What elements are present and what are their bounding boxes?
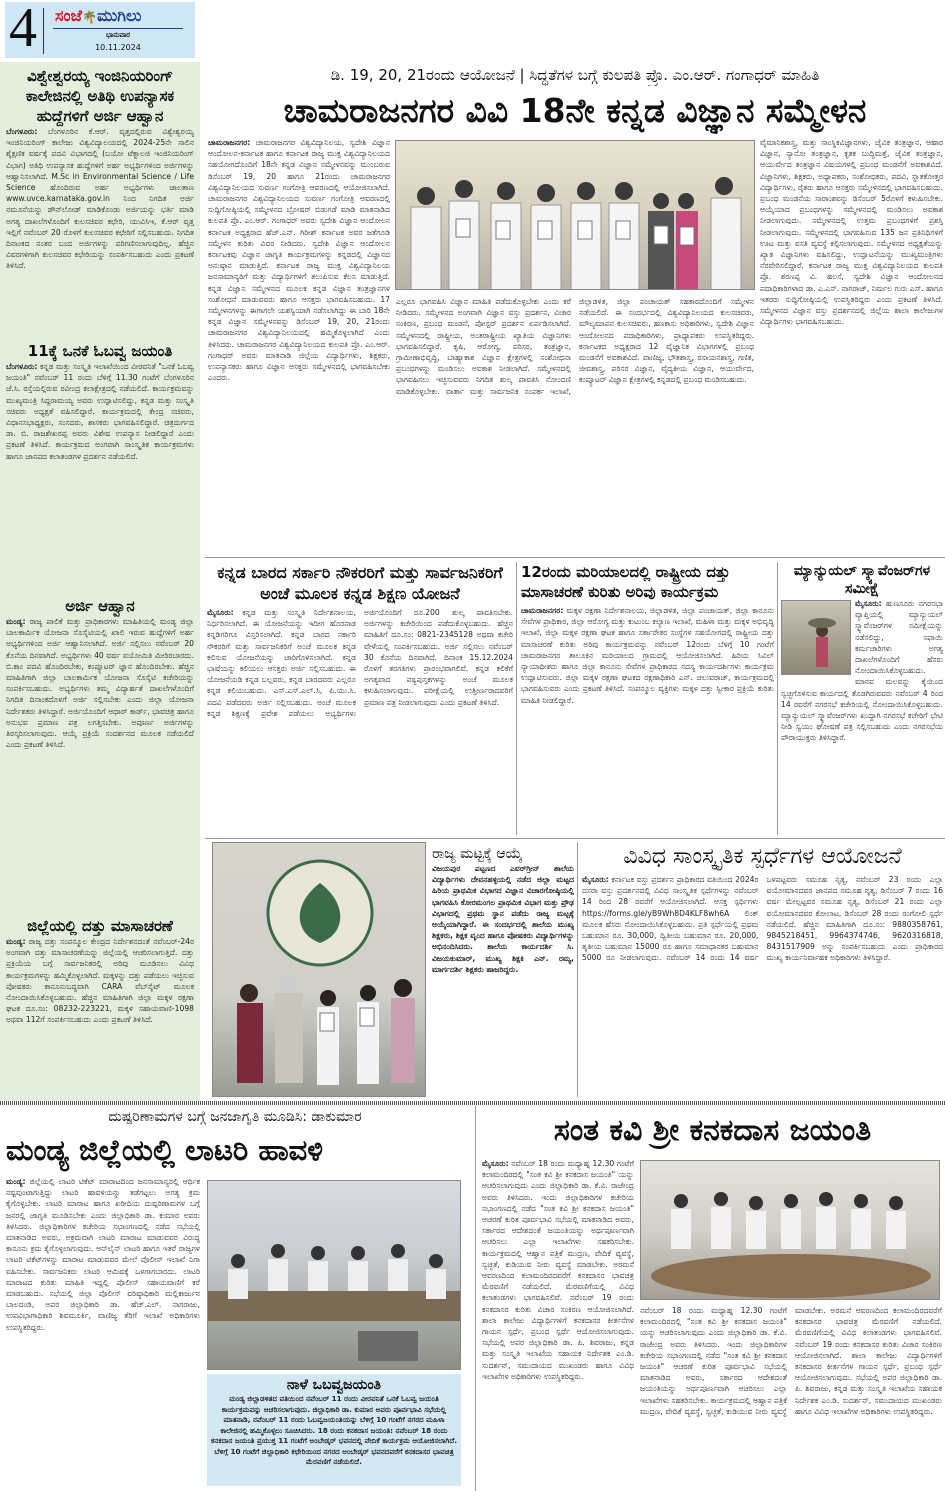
article-body: ಜಿಲ್ಲೆಯಲ್ಲಿ ಲಾಟರಿ ಟಿಕೆಟ್ ಮಾರಾಟದಿಂದ ಜನಸಾಮಾನ್ಯರಲ್ಲಿ ಆರ್ಥಿಕ ನಷ್ಟವುಂಟಾಗುತ್ತಿದ್ದು ಲಾಟರಿ ಹಾವಳಿಯನ್ನು ತಡೆಗಟ್ಟಲು ಅಗತ್ಯ ಕ್ರಮ ಕೈಗೊಳ್ಳಬೇಕು. ಲಾಟರಿ ಮಾರಾಟ ಹಾಗೂ ಖರೀದಿಯ ದುಷ್ಪರಿಣಾಮಗಳ ಬಗ್ಗೆ ಜನರಲ್ಲಿ ಜಾಗೃತಿ ಮೂಡಿಸಬೇಕು ಎಂದು ಜಿಲ್ಲಾಧಿಕಾರಿ ಡಾ. ಕುಮಾರ ಅವರು ತಿಳಿಸಿದರು. ಜಿಲ್ಲಾಧಿಕಾರಿಗಳ ಕಚೇರಿಯ ಸಭಾಂಗಣದಲ್ಲಿ ನಡೆದ ಸಭೆಯಲ್ಲಿ ಮಾತನಾಡಿದ ಅವರು, ಅಕ್ರಮವಾಗಿ ಲಾಟರಿ ಮಾರಾಟ ಮಾಡುವವರ ವಿರುದ್ಧ ಕಾನೂನು ಕ್ರಮ ಕೈಗೊಳ್ಳಲಾಗುವುದು. ಆನ್‍ಲೈನ್ ಲಾಟರಿ ಹಾಗೂ ಇತರೆ ರಾಜ್ಯಗಳ ಲಾಟರಿ ಟಿಕೆಟ್‍ಗಳನ್ನು ಮಾರಾಟ ಮಾಡುವವರ ಮೇಲೆ ಪೊಲೀಸ್ ಇಲಾಖೆ ನಿಗಾ ವಹಿಸಬೇಕು. ಸಾರ್ವಜನಿಕರು ಲಾಟರಿ ಆಮಿಷಕ್ಕೆ ಒಳಗಾಗಬಾರದು. ಲಾಟರಿ ಮಾರಾಟದ ಕುರಿತು ಮಾಹಿತಿ ಇದ್ದಲ್ಲಿ ಪೊಲೀಸ್ ಸಹಾಯವಾಣಿಗೆ ಕರೆ ಮಾಡಬಹುದು. ಸಭೆಯಲ್ಲಿ ಜಿಲ್ಲಾ ಪೊಲೀಸ್ ವರಿಷ್ಠಾಧಿಕಾರಿ ಮಲ್ಲಿಕಾರ್ಜುನ ಬಾಲದಂಡಿ, ಅಪರ ಜಿಲ್ಲಾಧಿಕಾರಿ ಡಾ. ಹೆಚ್.ಎಲ್. ನಾಗರಾಜು, ಉಪವಿಭಾಗಾಧಿಕಾರಿ ಶಿವಮೂರ್ತಿ, ವಾಣಿಜ್ಯ ತೆರಿಗೆ ಇಲಾಖೆ ಅಧಿಕಾರಿಗಳು ಉಪಸ್ಥಿತರಿದ್ದರು. [6, 1177, 200, 1332]
article-body: ರಾಜ್ಯ ದತ್ತು ಸಂಪನ್ಮೂಲ ಕೇಂದ್ರದ ನಿರ್ದೇಶನದಂತೆ ನವೆಂಬರ್-24ರ ಅಂಗವಾಗಿ ದತ್ತು ಮಾಸಾಚರಣೆಯನ್ನು ಜಿಲ್ಲೆಯಲ್ಲಿ ಆಚರಿಸಲಾಗುತ್ತಿದೆ. ದತ್ತು ಪ್ರಕ್ರಿಯೆಯ ಬಗ್ಗೆ ಸಾರ್ವಜನಿಕರಲ್ಲಿ ಅರಿವು ಮೂಡಿಸಲು ವಿವಿಧ ಕಾರ್ಯಕ್ರಮಗಳನ್ನು ಹಮ್ಮಿಕೊಳ್ಳಲಾಗಿದೆ. ಮಕ್ಕಳನ್ನು ದತ್ತು ಪಡೆಯಲು ಇಚ್ಛಿಸುವ ಪೋಷಕರು ಕಾನೂನುಬದ್ಧವಾಗಿ CARA ವೆಬ್‍ಸೈಟ್ ಮೂಲಕ ನೋಂದಾಯಿಸಿಕೊಳ್ಳಬಹುದು. ಹೆಚ್ಚಿನ ಮಾಹಿತಿಗಾಗಿ ಜಿಲ್ಲಾ ಮಕ್ಕಳ ರಕ್ಷಣಾ ಘಟಕ ದೂ.ಸಂ: 08232-223221, ಮಕ್ಕಳ ಸಹಾಯವಾಣಿ-1098 ಅಥವಾ 112ಗೆ ಸಂಪರ್ಕಿಸಬಹುದು ಎಂದು ಪ್ರಕಟಣೆ ತಿಳಿಸಿದೆ. [6, 937, 194, 1025]
article-body: ಮಕ್ಕಳ ರಕ್ಷಣಾ ನಿರ್ದೇಶನಾಲಯ, ಜಿಲ್ಲಾಡಳಿತ, ಜಿಲ್ಲಾ ಪಂಚಾಯತ್, ಜಿಲ್ಲಾ ಕಾನೂನು ಸೇವೆಗಳ ಪ್ರಾಧಿಕಾರ, ಜಿಲ್ಲಾ ಆರೋಗ್ಯ ಮತ್ತು ಕುಟುಂಬ ಕಲ್ಯಾಣ ಇಲಾಖೆ, ಮಹಿಳಾ ಮತ್ತು ಮಕ್ಕಳ ಅಭಿವೃದ್ಧಿ ಇಲಾಖೆ, ಜಿಲ್ಲಾ ಮಕ್ಕಳ ರಕ್ಷಣಾ ಘಟಕ ಹಾಗೂ ಸರ್ಕಾರೇತರ ಸಂಸ್ಥೆಗಳ ಸಹಯೋಗದಲ್ಲಿ ರಾಷ್ಟ್ರೀಯ ದತ್ತು ಮಾಸಾಚರಣೆ ಕುರಿತು ಅರಿವು ಕಾರ್ಯಕ್ರಮವನ್ನು ನವೆಂಬರ್ 12ರಂದು ಬೆಳಿಗ್ಗೆ 10 ಗಂಟೆಗೆ ಚಾಮರಾಜನಗರ ತಾಲೂಕಿನ ಮರಿಯಾಲದ ಗ್ರಾಮದಲ್ಲಿ ಆಯೋಜಿಸಲಾಗಿದೆ. ಹಿರಿಯ ಸಿವಿಲ್ ನ್ಯಾಯಾಧೀಶರು ಹಾಗೂ ಜಿಲ್ಲಾ ಕಾನೂನು ಸೇವೆಗಳ ಪ್ರಾಧಿಕಾರದ ಸದಸ್ಯ ಕಾರ್ಯದರ್ಶಿಗಳು ಕಾರ್ಯಕ್ರಮ ಉದ್ಘಾಟಿಸುವರು. ಜಿಲ್ಲಾ ಮಕ್ಕಳ ರಕ್ಷಣಾ ಘಟಕದ ರಕ್ಷಣಾಧಿಕಾರಿ ಎನ್. ಚಲುವರಾಜ್, ಕಾರ್ಯಕ್ರಮದಲ್ಲಿ ಭಾಗವಹಿಸುವರು ಎಂದು ಪ್ರಕಟಣೆ ತಿಳಿಸಿದೆ. ಸಂಪನ್ಮೂಲ ವ್ಯಕ್ತಿಗಳು ಮಕ್ಕಳ ದತ್ತು ಸ್ವೀಕಾರ ಪ್ರಕ್ರಿಯೆ ಕುರಿತು ಮಾಹಿತಿ ನೀಡಲಿದ್ದಾರೆ. [521, 606, 774, 705]
issue-day: ಭಾನುವಾರ [105, 31, 131, 39]
sidebar-article [6, 596, 194, 916]
article-headline: ಮ್ಯಾನ್ಯುಯಲ್ ಸ್ಕ್ಯಾವೆಂಜರ್‌ಗಳ ಸಮೀಕ್ಷೆ [793, 563, 931, 597]
article-headline: ಅರ್ಜಿ ಆಹ್ವಾನ [65, 597, 135, 615]
box-headline: ನಾಳೆ ಒಬವ್ವಜಯಂತಿ [286, 1377, 382, 1393]
article-state-level-selection [432, 845, 574, 1097]
lead-body-middle: ಎಲ್ಲರೂ ಭಾಗವಹಿಸಿ ವಿಜ್ಞಾನ ಮಾಹಿತಿ ಪಡೆದುಕೊಳ್ಳಬೇಕು ಎಂದು ಕರೆ ನೀಡಿದರು. ಸಮ್ಮೇಳನದ ಅಂಗವಾಗಿ ವಿಜ್ಞಾನ ವಸ್ತು ಪ್ರದರ್ಶನ, ವಿಚಾರ ಸಂಕಿರಣ, ಪ್ರಬಂಧ ಮಂಡನೆ, ಪೋಸ್ಟರ್ ಪ್ರದರ್ಶನ ಏರ್ಪಡಿಸಲಾಗಿದೆ. ಸಮ್ಮೇಳನದಲ್ಲಿ ರಾಷ್ಟ್ರೀಯ, ಅಂತರಾಷ್ಟ್ರೀಯ ಖ್ಯಾತಿಯ ವಿಜ್ಞಾನಿಗಳು ಭಾಗವಹಿಸಲಿದ್ದಾರೆ. ಕೃಷಿ, ಆರೋಗ್ಯ, ಪರಿಸರ, ತಂತ್ರಜ್ಞಾನ, ಗ್ರಾಮೀಣಾಭಿವೃದ್ಧಿ, ಬಾಹ್ಯಾಕಾಶ ವಿಜ್ಞಾನ ಕ್ಷೇತ್ರಗಳಲ್ಲಿ ಸಂಶೋಧನಾ ಪ್ರಬಂಧಗಳನ್ನು ಮಂಡಿಸಲು ಅವಕಾಶ ನೀಡಲಾಗಿದೆ. ಸಮ್ಮೇಳನದಲ್ಲಿ ಭಾಗವಹಿಸಲು ಇಚ್ಛಿಸುವವರು ನಿಗದಿತ ಶುಲ್ಕ ಪಾವತಿಸಿ ನೋಂದಣಿ ಮಾಡಿಕೊಳ್ಳಬೇಕು. ವಾರ್ತಾ ಮತ್ತು ಸಾರ್ವಜನಿಕ ಸಂಪರ್ಕ ಇಲಾಖೆ, ಜಿಲ್ಲಾಡಳಿತ, ಜಿಲ್ಲಾ ಪಂಚಾಯತ್ ಸಹಕಾರದೊಂದಿಗೆ ಸಮ್ಮೇಳನ ನಡೆಯಲಿದೆ. ಈ ಸಂದರ್ಭದಲ್ಲಿ ವಿಶ್ವವಿದ್ಯಾನಿಲಯದ ಕುಲಸಚಿವರು, ಮೌಲ್ಯಮಾಪನ ಕುಲಸಚಿವರು, ಹಣಕಾಸು ಅಧಿಕಾರಿಗಳು, ಸ್ವದೇಶಿ ವಿಜ್ಞಾನ ಆಂದೋಲನದ ಪದಾಧಿಕಾರಿಗಳು, ಪ್ರಾಧ್ಯಾಪಕರು ಉಪಸ್ಥಿತರಿದ್ದರು. ಕರ್ನಾಟಕದ ಅಧ್ಯಕ್ಷರಾದ 12 ವೈಜ್ಞಾನಿಕ ವಿಭಾಗಗಳಲ್ಲಿ ಪ್ರಬಂಧ ಮಂಡನೆಗೆ ಅವಕಾಶವಿದೆ. ವಾಣಿಜ್ಯ, ಭೌತಶಾಸ್ತ್ರ, ರಸಾಯನಶಾಸ್ತ್ರ, ಗಣಿತ, ಜೀವಶಾಸ್ತ್ರ, ಪರಿಸರ ವಿಜ್ಞಾನ, ವೈದ್ಯಕೀಯ ವಿಜ್ಞಾನ, ಆಯುರ್ವೇದ, ಕಂಪ್ಯೂಟರ್ ವಿಜ್ಞಾನ ಕ್ಷೇತ್ರಗಳಲ್ಲಿ ಕನ್ನಡದಲ್ಲಿ ಪ್ರಬಂಧ ಮಂಡಿಸಬಹುದು. [396, 297, 754, 396]
sidebar-article [6, 341, 194, 596]
kanaka-headline: ಸಂತ ಕವಿ ಶ್ರೀ ಕನಕದಾಸ ಜಯಂತಿ [553, 1113, 872, 1148]
article-headline: ರಾಜ್ಯ ಮಟ್ಟಕ್ಕೆ ಆಯ್ಕೆ [432, 846, 523, 862]
dateline: ಮೈಸೂರು: [482, 1159, 509, 1168]
dateline: ಮೈಸೂರು: [582, 875, 609, 884]
kanaka-body-right: ನವೆಂಬರ್ 18 ರಂದು ಮಧ್ಯಾಹ್ನ 12.30 ಗಂಟೆಗೆ ಕಲಾಮಂದಿರದಲ್ಲಿ "ಸಂತ ಕವಿ ಶ್ರೀ ಕನಕದಾಸ ಜಯಂತಿ" ಯನ್ನು ಆಚರಿಸಲಾಗುವುದು ಎಂದು ಜಿಲ್ಲಾಧಿಕಾರಿ ಡಾ. ಕೆ.ವಿ. ರಾಜೇಂದ್ರ ಅವರು ತಿಳಿಸಿದರು. ಇಂದು ಜಿಲ್ಲಾಧಿಕಾರಿಗಳ ಕಚೇರಿಯ ಸಭಾಂಗಣದಲ್ಲಿ ನಡೆದ "ಸಂತ ಕವಿ ಶ್ರೀ ಕನಕದಾಸ ಜಯಂತಿ" ಆಚರಣೆ ಕುರಿತ ಪೂರ್ವಭಾವಿ ಸಭೆಯಲ್ಲಿ ಮಾತನಾಡಿದ ಅವರು, ಸರ್ಕಾರದ ಆದೇಶದಂತೆ ಜಯಂತಿಯನ್ನು ಅರ್ಥಪೂರ್ಣವಾಗಿ ಆಚರಿಸಲು ಎಲ್ಲಾ ಇಲಾಖೆಗಳು ಸಹಕರಿಸಬೇಕು. ಕಾರ್ಯಕ್ರಮದಲ್ಲಿ ಆಹ್ವಾನ ಪತ್ರಿಕೆ ಮುದ್ರಣ, ವೇದಿಕೆ ವ್ಯವಸ್ಥೆ, ಸ್ವಚ್ಛತೆ, ಕುಡಿಯುವ ನೀರು ವ್ಯವಸ್ಥೆ ಮಾಡಬೇಕು. ಅರಮನೆ ಆವರಣದಿಂದ ಕಲಾಮಂದಿರದವರೆಗೆ ಕನಕದಾಸರ ಭಾವಚಿತ್ರ ಮೆರವಣಿಗೆ ನಡೆಯಲಿದೆ. ಮೆರವಣಿಗೆಯಲ್ಲಿ ವಿವಿಧ ಕಲಾತಂಡಗಳು ಭಾಗವಹಿಸಲಿವೆ. ನವೆಂಬರ್ 19 ರಂದು ಕನಕದಾಸರ ಕುರಿತು ವಿಚಾರ ಸಂಕಿರಣ ಆಯೋಜಿಸಲಾಗಿದೆ. ಶಾಲಾ ಕಾಲೇಜು ವಿದ್ಯಾರ್ಥಿಗಳಿಗೆ ಕನಕದಾಸರ ಕೀರ್ತನೆಗಳ ಗಾಯನ ಸ್ಪರ್ಧೆ, ಪ್ರಬಂಧ ಸ್ಪರ್ಧೆ ಆಯೋಜಿಸಲಾಗುವುದು. ಸಭೆಯಲ್ಲಿ ಅಪರ ಜಿಲ್ಲಾಧಿಕಾರಿ ಡಾ. ಪಿ. ಶಿವರಾಜು, ಕನ್ನಡ ಮತ್ತು ಸಂಸ್ಕೃತಿ ಇಲಾಖೆಯ ಸಹಾಯಕ ನಿರ್ದೇಶಕ ಎಂ.ಡಿ. ಸುದರ್ಶನ್, ಸಮುದಾಯದ ಮುಖಂಡರು ಹಾಗೂ ವಿವಿಧ ಇಲಾಖೆಗಳ ಅಧಿಕಾರಿಗಳು ಉಪಸ್ಥಿತರಿದ್ದರು. [640, 1306, 942, 1416]
article-headline: ವಿಶ್ವೇಶ್ವರಯ್ಯ ಇಂಜಿನಿಯರಿಂಗ್ ಕಾಲೇಜಿನಲ್ಲಿ ಅತಿಥಿ ಉಪನ್ಯಾಸಕ ಹುದ್ದೆಗಳಿಗೆ ಅರ್ಜಿ ಆಹ್ವಾನ [25, 67, 175, 125]
lottery-body [6, 1176, 200, 1488]
group-photo-illustration [396, 141, 755, 290]
article-headline: 11ಕ್ಕೆ ಒನಕೆ ಓಬವ್ವ ಜಯಂತಿ [27, 342, 173, 360]
box-body: ಮಂಡ್ಯ ಜಿಲ್ಲಾಡಳಿತದ ವತಿಯಿಂದ ನವೆಂಬರ್ 11 ರಂದು ವೀರವನಿತೆ ಒನಕೆ ಓಬವ್ವ ಜಯಂತಿ ಕಾರ್ಯಕ್ರಮವನ್ನು ಆಚರಿಸಲಾಗುವುದು. ಜಿಲ್ಲಾಧಿಕಾರಿ ಡಾ. ಕುಮಾರ ಅವರು ಪೂರ್ವಭಾವಿ ಸಭೆಯಲ್ಲಿ ಮಾತನಾಡಿ, ನವೆಂಬರ್ 11 ರಂದು ಓಬವ್ವಜಯಂತಿಯನ್ನು ಬೆಳಿಗ್ಗೆ 10 ಗಂಟೆಗೆ ನಗರದ ಮಹಿಳಾ ಕಾಲೇಜಿನಲ್ಲಿ ಹಮ್ಮಿಕೊಳ್ಳಲು ಸೂಚಿಸಿದರು. 18 ರಂದು ಕನಕದಾಸ ಜಯಂತಿ: ನವೆಂಬರ್ 18 ರಂದು ಕನಕದಾಸ ಜಯಂತಿ ಪ್ರಯುಕ್ತ 11 ಗಂಟೆಗೆ ಅಂಬೇಡ್ಕರ್ ಭವನದಲ್ಲಿ ವೇದಿಕೆ ಕಾರ್ಯಕ್ರಮ ಆಯೋಜಿಸಲಾಗಿದೆ. ಬೆಳಿಗ್ಗೆ 10 ಗಂಟೆಗೆ ಜಿಲ್ಲಾಧಿಕಾರಿ ಕಛೇರಿಯಿಂದ ನಗರದ ಅಂಬೇಡ್ಕರ್ ಭವನದವರೆಗೆ ಕನಕದಾಸರ ಭಾವಚಿತ್ರ ಮೆರವಣಿಗೆ ನಡೆಯಲಿದೆ. [211, 1394, 457, 1466]
scavenger-photo [781, 600, 851, 675]
dateline: ಮಂಡ್ಯ: [6, 1177, 26, 1186]
article-manual-scavengers [781, 562, 943, 835]
dateline: ಮೈಸೂರು: [855, 599, 882, 608]
palm-tree-icon: 🌴 [81, 10, 97, 24]
lead-kicker: ಡಿ. 19, 20, 21ರಂದು ಆಯೋಜನೆ | ಸಿದ್ಧತೆಗಳ ಬಗ್ಗೆ ಕುಲಪತಿ ಪ್ರೊ. ಎಂ.ಆರ್. ಗಂಗಾಧರ್ ಮಾಹಿತಿ [330, 66, 820, 84]
obavva-jayanti-box [207, 1374, 461, 1486]
dateline: ಚಾಮರಾಜನಗರ: [521, 606, 564, 615]
dateline: ಬೆಂಗಳೂರು: [6, 362, 38, 371]
article-adoption-awareness [521, 562, 774, 835]
article-body: ಚಾಮರಾಜನಗರ ವಿಶ್ವವಿದ್ಯಾನಿಲಯ, ಸ್ವದೇಶಿ ವಿಜ್ಞಾನ ಆಂದೋಲನ-ಕರ್ನಾಟಕ ಹಾಗೂ ಕರ್ನಾಟಕ ರಾಜ್ಯ ಮುಕ್ತ ವಿಶ್ವವಿದ್ಯಾನಿಲಯದ ಸಹಯೋಗದೊಂದಿಗೆ 18ನೇ ಕನ್ನಡ ವಿಜ್ಞಾನ ಸಮ್ಮೇಳನವನ್ನು ಮುಂಬರುವ ಡಿಸೆಂಬರ್ 19, 20 ಹಾಗೂ 21ರಂದು ಚಾಮರಾಜನಗರ ವಿಶ್ವವಿದ್ಯಾನಿಲಯದ ಸುವರ್ಣ ಗಂಗೋತ್ರಿ ಆವರಣದಲ್ಲಿ ಆಯೋಜಿಸಲಾಗಿದೆ. ಚಾಮರಾಜನಗರ ವಿಶ್ವವಿದ್ಯಾನಿಲಯದ ಸುವರ್ಣ ಗಂಗೋತ್ರಿ ಆವರಣದಲ್ಲಿ ಸುದ್ದಿಗೋಷ್ಠಿಯಲ್ಲಿ ಸಮ್ಮೇಳನದ ಬ್ರೋಷರ್ ಬಿಡುಗಡೆ ಮಾಡಿ ಮಾತನಾಡಿದ ಕುಲಪತಿ ಪ್ರೊ. ಎಂ.ಆರ್. ಗಂಗಾಧರ್ ಅವರು ಸ್ವದೇಶಿ ವಿಜ್ಞಾನ ಆಂದೋಲನ ಕರ್ನಾಟಕ ಅಧ್ಯಕ್ಷರಾದ ಹೆಚ್.ಎನ್. ಗಿರೀಶ್ ಕರ್ನಾಟಕ ಅವರ ಜತೆಗೂಡಿ ಸಮ್ಮೇಳನ ಕುರಿತು ವಿವರ ನೀಡಿದರು. ಸ್ವದೇಶಿ ವಿಜ್ಞಾನ ಆಂದೋಲನ ಕರ್ನಾಟಕವು ವಿಜ್ಞಾನ ಜಾಗೃತಿ ಕಾರ್ಯಕ್ರಮಗಳನ್ನು ಕನ್ನಡದಲ್ಲಿ ವಿಜ್ಞಾನದ ಅನುಷ್ಠಾನ ಮಾಡುತ್ತಿದೆ. ಕರ್ನಾಟಕ ರಾಜ್ಯ ಮುಕ್ತ ವಿಶ್ವವಿದ್ಯಾನಿಲಯ ಜನಸಾಮಾನ್ಯರಿಗೆ ಮತ್ತು ವಿದ್ಯಾರ್ಥಿಗಳಿಗೆ ತಲುಪಿಸುವ ಕೆಲಸ ಮಾಡುತ್ತಿದೆ. ಕನ್ನಡ ವಿಜ್ಞಾನ ಸಮ್ಮೇಳನದ ಮೂಲಕ ಕನ್ನಡ ವಿಜ್ಞಾನ ತಂತ್ರಜ್ಞಾನಗಳ ಸಂಶೋಧನೆ ಮಾಡುವವರು ಹಾಗೂ ಆಸಕ್ತರು ಭಾಗವಹಿಸಬಹುದು. 17 ಸಮ್ಮೇಳನಗಳನ್ನು ಈಗಾಗಲೇ ಯಶಸ್ವಿಯಾಗಿ ನಡೆಸಲಾಗಿದ್ದು ಈ ಬಾರಿ 18ನೇ ಕನ್ನಡ ವಿಜ್ಞಾನ ಸಮ್ಮೇಳನವನ್ನು ಡಿಸೆಂಬರ್ 19, 20, 21ರಂದು ಚಾಮರಾಜನಗರ ವಿಶ್ವವಿದ್ಯಾನಿಲಯದಲ್ಲಿ ಹಮ್ಮಿಕೊಳ್ಳಲಾಗಿದೆ ಎಂದು ತಿಳಿಸಿದರು. ಚಾಮರಾಜನಗರ ವಿಶ್ವವಿದ್ಯಾನಿಲಯದ ಕುಲಪತಿ ಪ್ರೊ. ಎಂ.ಆರ್. ಗಂಗಾಧರ್ ಅವರು ಮಾತನಾಡಿ ಜಿಲ್ಲೆಯ ವಿದ್ಯಾರ್ಥಿಗಳು, ಶಿಕ್ಷಕರು, ಉಪನ್ಯಾಸಕರು ಹಾಗೂ ವಿಜ್ಞಾನ ಆಸಕ್ತರು ಸಮ್ಮೇಳನದಲ್ಲಿ ಭಾಗವಹಿಸಬೇಕು ಎಂದರು. [208, 138, 390, 383]
article-body: ನವೆಂಬರ್ 18 ರಂದು ಮಧ್ಯಾಹ್ನ 12.30 ಗಂಟೆಗೆ ಕಲಾಮಂದಿರದಲ್ಲಿ "ಸಂತ ಕವಿ ಶ್ರೀ ಕನಕದಾಸ ಜಯಂತಿ" ಯನ್ನು ಆಚರಿಸಲಾಗುವುದು ಎಂದು ಜಿಲ್ಲಾಧಿಕಾರಿ ಡಾ. ಕೆ.ವಿ. ರಾಜೇಂದ್ರ ಅವರು ತಿಳಿಸಿದರು. ಇಂದು ಜಿಲ್ಲಾಧಿಕಾರಿಗಳ ಕಚೇರಿಯ ಸಭಾಂಗಣದಲ್ಲಿ ನಡೆದ "ಸಂತ ಕವಿ ಶ್ರೀ ಕನಕದಾಸ ಜಯಂತಿ" ಆಚರಣೆ ಕುರಿತ ಪೂರ್ವಭಾವಿ ಸಭೆಯಲ್ಲಿ ಮಾತನಾಡಿದ ಅವರು, ಸರ್ಕಾರದ ಆದೇಶದಂತೆ ಜಯಂತಿಯನ್ನು ಅರ್ಥಪೂರ್ಣವಾಗಿ ಆಚರಿಸಲು ಎಲ್ಲಾ ಇಲಾಖೆಗಳು ಸಹಕರಿಸಬೇಕು. ಕಾರ್ಯಕ್ರಮದಲ್ಲಿ ಆಹ್ವಾನ ಪತ್ರಿಕೆ ಮುದ್ರಣ, ವೇದಿಕೆ ವ್ಯವಸ್ಥೆ, ಸ್ವಚ್ಛತೆ, ಕುಡಿಯುವ ನೀರು ವ್ಯವಸ್ಥೆ ಮಾಡಬೇಕು. ಅರಮನೆ ಆವರಣದಿಂದ ಕಲಾಮಂದಿರದವರೆಗೆ ಕನಕದಾಸರ ಭಾವಚಿತ್ರ ಮೆರವಣಿಗೆ ನಡೆಯಲಿದೆ. ಮೆರವಣಿಗೆಯಲ್ಲಿ ವಿವಿಧ ಕಲಾತಂಡಗಳು ಭಾಗವಹಿಸಲಿವೆ. ನವೆಂಬರ್ 19 ರಂದು ಕನಕದಾಸರ ಕುರಿತು ವಿಚಾರ ಸಂಕಿರಣ ಆಯೋಜಿಸಲಾಗಿದೆ. ಶಾಲಾ ಕಾಲೇಜು ವಿದ್ಯಾರ್ಥಿಗಳಿಗೆ ಕನಕದಾಸರ ಕೀರ್ತನೆಗಳ ಗಾಯನ ಸ್ಪರ್ಧೆ, ಪ್ರಬಂಧ ಸ್ಪರ್ಧೆ ಆಯೋಜಿಸಲಾಗುವುದು. ಸಭೆಯಲ್ಲಿ ಅಪರ ಜಿಲ್ಲಾಧಿಕಾರಿ ಡಾ. ಪಿ. ಶಿವರಾಜು, ಕನ್ನಡ ಮತ್ತು ಸಂಸ್ಕೃತಿ ಇಲಾಖೆಯ ಸಹಾಯಕ ನಿರ್ದೇಶಕ ಎಂ.ಡಿ. ಸುದರ್ಶನ್, ಸಮುದಾಯದ ಮುಖಂಡರು ಹಾಗೂ ವಿವಿಧ ಇಲಾಖೆಗಳ ಅಧಿಕಾರಿಗಳು ಉಪಸ್ಥಿತರಿದ್ದರು. [482, 1159, 634, 1381]
dateline: ಚಾಮರಾಜನಗರ: [208, 138, 251, 147]
lead-photo [395, 140, 755, 290]
students-photo [212, 842, 426, 1097]
article-body: ವಿಜಯಪುರ ಪಟ್ಟಣದ ಎವರ್‌ಗ್ರೀನ್ ಶಾಲೆಯ ವಿದ್ಯಾರ್ಥಿಗಳು ದೇವನಹಳ್ಳಿಯಲ್ಲಿ ನಡೆದ ಜಿಲ್ಲಾ ಮಟ್ಟದ ಹಿರಿಯ ಪ್ರಾಥಮಿಕ ವಿಭಾಗದ ವಿಜ್ಞಾನ ವಿಚಾರಗೋಷ್ಠಿಯಲ್ಲಿ ಭಾಗವಹಿಸಿ ಕೋರಮಂಗಲ ಪ್ರಾಥಮಿಕ ವಿಭಾಗ ಮತ್ತು ಪ್ರೌಢ ವಿಭಾಗದಲ್ಲಿ ಪ್ರಥಮ ಸ್ಥಾನ ಪಡೆದು ರಾಜ್ಯ ಮಟ್ಟಕ್ಕೆ ಆಯ್ಕೆಯಾಗಿದ್ದಾರೆ. ಈ ಸಂದರ್ಭದಲ್ಲಿ ಶಾಲೆಯ ಮುಖ್ಯ ಶಿಕ್ಷಕರು, ಶಿಕ್ಷಕ ವೃಂದ ಹಾಗೂ ಪೋಷಕರು ವಿದ್ಯಾರ್ಥಿಗಳನ್ನು ಅಭಿನಂದಿಸಿದರು. ಶಾಲೆಯ ಕಾರ್ಯದರ್ಶಿ ಸಿ. ವಿಜಯಕುಮಾರ್, ಮುಖ್ಯ ಶಿಕ್ಷಕಿ ಎನ್. ರಮ್ಯ, ಮಾರ್ಗದರ್ಶಿ ಶಿಕ್ಷಕರು ಹಾಜರಿದ್ದರು. [432, 864, 574, 974]
lottery-headline: ಮಂಡ್ಯ ಜಿಲ್ಲೆಯಲ್ಲಿ ಲಾಟರಿ ಹಾವಳಿ [6, 1133, 324, 1167]
masthead [5, 2, 195, 58]
issue-date: 10.11.2024 [95, 43, 141, 52]
article-kannada-education [207, 562, 513, 835]
article-headline: ಜಿಲ್ಲೆಯಲ್ಲಿ ದತ್ತು ಮಾಸಾಚರಣೆ [27, 917, 173, 935]
article-body: ಬೆಂಗಳೂರಿನ ಕೆ.ಆರ್. ವೃತ್ತದಲ್ಲಿರುವ ವಿಶ್ವೇಶ್ವರಯ್ಯ ಇಂಜಿನಿಯರಿಂಗ್ ಕಾಲೇಜು ವಿಶ್ವವಿದ್ಯಾಲಯದಲ್ಲಿ 2024-25ನೇ ಸಾಲಿನ ಶೈಕ್ಷಣಿಕ ವರ್ಷಕ್ಕೆ ಪದವಿ ವಿಭಾಗದಲ್ಲಿ (ಬಯೋ ಟೆಕ್ನಾಲಜಿ ಇಂಜಿನಿಯರಿಂಗ್ ವಿಭಾಗ) ಅತಿಥಿ ಉಪನ್ಯಾಸಕ ಹುದ್ದೆಗಳಿಗೆ ಅರ್ಹ ಅಭ್ಯರ್ಥಿಗಳಿಂದ ಅರ್ಜಿಗಳನ್ನು ಆಹ್ವಾನಿಸಲಾಗಿದೆ. M.Sc in Environmental Science / Life Science ಹೊಂದಿರುವ ಅರ್ಹ ಅಭ್ಯರ್ಥಿಗಳು ಜಾಲತಾಣ www.uvce.karnataka.gov.in ನಿಂದ ನಿಗದಿತ ಅರ್ಜಿ ನಮೂನೆಯನ್ನು ಡೌನ್‍ಲೋಡ್ ಮಾಡಿಕೊಂಡು ಅರ್ಜಿಯನ್ನು ಭರ್ತಿ ಮಾಡಿ ಅಗತ್ಯ ದಾಖಲೆಗಳೊಂದಿಗೆ ಕುಲಸಚಿವರ ಕಛೇರಿ, ಯುವಿಸಿಇ, ಕೆ.ಆರ್ ವೃತ್ತ ಇಲ್ಲಿಗೆ ನವೆಂಬರ್ 20 ರೊಳಗೆ ಕುಲಸಚಿವರ ಕಛೇರಿಗೆ ಸಲ್ಲಿಸಬಹುದು. ನಿಗದಿತ ದಿನಾಂಕದ ನಂತರ ಬಂದ ಅರ್ಜಿಗಳನ್ನು ಪರಿಗಣಿಸಲಾಗುವುದಿಲ್ಲ. ಹೆಚ್ಚಿನ ವಿವರಗಳಿಗಾಗಿ ಕುಲಸಚಿವರ ಕಛೇರಿಯನ್ನು ಸಂಪರ್ಕಿಸಬಹುದು ಎಂದು ಪ್ರಕಟಣೆ ತಿಳಿಸಿದೆ. [6, 127, 194, 271]
article-body: ಹುಣಸೂರು ನಗರಸಭಾ ವ್ಯಾಪ್ತಿಯಲ್ಲಿ ಮ್ಯಾನ್ಯುಯಲ್ ಸ್ಕ್ಯಾವೆಂಜರ್‌ಗಳ ಸಮೀಕ್ಷೆಯನ್ನು ನಡೆಸಲಿದ್ದು, ಸಫಾಯಿ ಕರ್ಮಚಾರಿಗಳು ಅಗತ್ಯ ದಾಖಲೆಗಳೊಂದಿಗೆ ಹೆಸರು ನೋಂದಾಯಿಸಿಕೊಳ್ಳಬಹುದು. ಮಾನವ ಮಲವನ್ನು ಕೈಯಿಂದ ಸ್ವಚ್ಛಗೊಳಿಸುವ ಕಾರ್ಯದಲ್ಲಿ ತೊಡಗಿರುವವರು ನವೆಂಬರ್ 4 ರಿಂದ 14 ರವರೆಗೆ ನಗರಸಭೆ ಕಚೇರಿಯಲ್ಲಿ ನೋಂದಾಯಿಸಿಕೊಳ್ಳಬಹುದು. ಮ್ಯಾನ್ಯುಯಲ್ ಸ್ಕ್ಯಾವೆಂಜರ್‌ಗಳು ಖುದ್ದಾಗಿ ನಗರಸಭೆ ಕಚೇರಿಗೆ ಭೇಟಿ ನೀಡಿ ಸ್ವಯಂ ಘೋಷಣೆ ಪತ್ರ ಸಲ್ಲಿಸಬಹುದು ಎಂದು ನಗರಸಭೆಯ ಪೌರಾಯುಕ್ತರು ತಿಳಿಸಿದ್ದಾರೆ. [781, 599, 943, 743]
sidebar-article [6, 916, 194, 1091]
article-cultural-competitions [582, 842, 943, 1097]
lead-headline: ಚಾಮರಾಜನಗರ ವಿವಿ 18ನೇ ಕನ್ನಡ ವಿಜ್ಞಾನ ಸಮ್ಮೇಳನ [283, 91, 867, 130]
dateline: ಮಂಡ್ಯ: [6, 617, 26, 626]
kanaka-body-left [482, 1158, 634, 1488]
meeting-photo [207, 1180, 461, 1370]
article-headline: 12ರಂದು ಮರಿಯಾಲದಲ್ಲಿ ರಾಷ್ಟ್ರೀಯ ದತ್ತು ಮಾಸಾಚರಣೆ ಕುರಿತು ಅರಿವು ಕಾರ್ಯಕ್ರಮ [521, 563, 730, 601]
sidebar-article [6, 66, 194, 341]
article-headline: ಕನ್ನಡ ಬಾರದ ಸರ್ಕಾರಿ ನೌಕರರಿಗೆ ಮತ್ತು ಸಾರ್ವಜನಿಕರಿಗೆ ಅಂಚೆ ಮೂಲಕ ಕನ್ನಡ ಶಿಕ್ಷಣ ಯೋಜನೆ [217, 563, 503, 603]
lead-body-left [208, 137, 390, 555]
article-body: ಕನ್ನಡ ಮತ್ತು ಸಂಸ್ಕೃತಿ ನಿರ್ದೇಶನಾಲಯ, ನಿರ್ಧರಿಸಲಾಗಿದೆ. ಈ ಯೋಜನೆಯನ್ನು ಇದೀಗ ಹೊರನಾಡ ಕನ್ನಡಿಗರಿಗೂ ವಿಸ್ತರಿಸಲಾಗಿದೆ. ಕನ್ನಡ ಬಾರದ ಸರ್ಕಾರಿ ನೌಕರರಿಗೆ ಮತ್ತು ಸಾರ್ವಜನಿಕರಿಗೆ ಅಂಚೆ ಮೂಲಕ ಕನ್ನಡ ಕಲಿಸುವ ಯೋಜನೆಯನ್ನು ಜಾರಿಗೊಳಿಸಲಾಗಿದೆ. ಕನ್ನಡ ಭಾಷೆಯನ್ನು ಕಲಿಯಲು ಆಸಕ್ತರು ಅರ್ಜಿ ಸಲ್ಲಿಸಬಹುದು. ಈ ಯೋಜನೆಯಡಿ ಕನ್ನಡ ಬಲ್ಲವರು, ಕನ್ನಡ ಬಾರದವರು ಎಲ್ಲರೂ ಕನ್ನಡ ಕಲಿಯಬಹುದು. ಎಸ್.ಎಸ್.ಎಲ್.ಸಿ, ಪಿ.ಯು.ಸಿ. ಪದವಿ ಪಡೆದವರು ಅರ್ಜಿ ಸಲ್ಲಿಸಬಹುದು. ಅಂಚೆ ಮೂಲಕ ಕನ್ನಡ ಶಿಕ್ಷಣಕ್ಕೆ ಪ್ರವೇಶ ಪಡೆಯಲು ಅಭ್ಯರ್ಥಿಗಳು ಅರ್ಜಿಯೊಂದಿಗೆ ರೂ.200 ಶುಲ್ಕ ಪಾವತಿಸಬೇಕು. ಅರ್ಜಿಗಳನ್ನು ಕಚೇರಿಯಿಂದ ಪಡೆದುಕೊಳ್ಳಬಹುದು. ಹೆಚ್ಚಿನ ಮಾಹಿತಿಗೆ ದೂ.ಸಂ: 0821-2345128 ಅಥವಾ ಕಚೇರಿ ವೇಳೆಯಲ್ಲಿ ಸಂಪರ್ಕಿಸಬಹುದು. ಅರ್ಜಿ ಸಲ್ಲಿಸಲು ನವೆಂಬರ್ 30 ಕೊನೆಯ ದಿನವಾಗಿದೆ. ದಿನಾಂಕ 15.12.2024 ರೊಳಗೆ ತರಗತಿಗಳು ಪ್ರಾರಂಭವಾಗಲಿವೆ. ಕನ್ನಡ ಕಲಿಕೆಗೆ ಅಗತ್ಯವಾದ ಪಠ್ಯಪುಸ್ತಕಗಳನ್ನು ಅಂಚೆ ಮೂಲಕ ಕಳುಹಿಸಲಾಗುವುದು. ಪರೀಕ್ಷೆಯಲ್ಲಿ ಉತ್ತೀರ್ಣರಾದವರಿಗೆ ಪ್ರಮಾಣ ಪತ್ರ ನೀಡಲಾಗುವುದು ಎಂದು ಪ್ರಕಟಣೆ ತಿಳಿಸಿದೆ. [207, 608, 513, 718]
dateline: ಬೆಂಗಳೂರು: [6, 127, 38, 136]
kanaka-meeting-photo [640, 1160, 940, 1300]
sidebar [0, 62, 200, 1102]
dateline: ಮೈಸೂರು: [207, 608, 234, 617]
lottery-kicker: ದುಷ್ಪರಿಣಾಮಗಳ ಬಗ್ಗೆ ಜನಜಾಗೃತಿ ಮೂಡಿಸಿ: ಡಾಕುಮಾರ [108, 1109, 362, 1125]
dateline: ಮಂಡ್ಯ: [6, 937, 26, 946]
article-body: ಕರ್ನಾಟಕ ವಸ್ತು ಪ್ರದರ್ಶನ ಪ್ರಾಧಿಕಾರದ ವತಿಯಿಂದ 2024ರ ದಸರಾ ವಸ್ತು ಪ್ರದರ್ಶನದಲ್ಲಿ ವಿವಿಧ ಸಾಂಸ್ಕೃತಿಕ ಸ್ಪರ್ಧೆಗಳನ್ನು ನವೆಂಬರ್ 14 ರಿಂದ 28 ರವರೆಗೆ ಆಯೋಜಿಸಲಾಗಿದೆ. ಆಸಕ್ತ ಸ್ಪರ್ಧಿಗಳು https://forms.gle/yB9Wh8D4KLF8wh6A ಲಿಂಕ್ ಮೂಲಕ ಹೆಸರು ನೋಂದಾಯಿಸಿಕೊಳ್ಳಬಹುದು. ಪ್ರತಿ ಸ್ಪರ್ಧೆಯಲ್ಲಿ ಪ್ರಥಮ ಬಹುಮಾನ ರೂ. 30,000, ದ್ವಿತೀಯ ಬಹುಮಾನ ರೂ. 20,000, ತೃತೀಯ ಬಹುಮಾನ 15000 ರೂ ಹಾಗೂ ಸಮಾಧಾನಕರ ಬಹುಮಾನ 5000 ರೂ ನೀಡಲಾಗುವುದು. ನವೆಂಬರ್ 14 ರಂದು 14 ವರ್ಷ ಒಳಪಟ್ಟವರು ಸಮೂಹ ನೃತ್ಯ, ನವೆಂಬರ್ 23 ರಂದು ಎಲ್ಲಾ ವಯೋಮಾನದವರ ಜಾನಪದ ಸಮೂಹ ನೃತ್ಯ, ಡಿಸೆಂಬರ್ 7 ರಂದು 16 ವರ್ಷ ಮೇಲ್ಪಟ್ಟವರ ಸಮೂಹ ನೃತ್ಯ, ಡಿಸೆಂಬರ್ 21 ರಂದು ಎಲ್ಲಾ ವಯೋಮಾನದವರ ಕೋಲಾಟ, ಡಿಸೆಂಬರ್ 28 ರಂದು ರಂಗೋಲಿ ಸ್ಪರ್ಧೆ ನಡೆಯಲಿದೆ. ಹೆಚ್ಚಿನ ಮಾಹಿತಿಗಾಗಿ ದೂ.ಸಂ: 9880358761, 9845218451, 9964374746, 9620316818, 8431517909 ಅನ್ನು ಸಂಪರ್ಕಿಸಬಹುದು ಎಂದು ಪ್ರಾಧಿಕಾರದ ಮುಖ್ಯ ಕಾರ್ಯನಿರ್ವಾಹಕ ಅಧಿಕಾರಿಗಳು ತಿಳಿಸಿದ್ದಾರೆ. [582, 875, 943, 963]
page-number: 4 [9, 2, 37, 58]
article-headline: ವಿವಿಧ ಸಾಂಸ್ಕೃತಿಕ ಸ್ಪರ್ಧೆಗಳ ಆಯೋಜನೆ [623, 844, 902, 869]
article-body: ರಾಜ್ಯ ಪಾಲಿಕೆ ಮತ್ತು ಪ್ರಾಧಿಕಾರಗಳು ಮಾಹಿತಿಯಲ್ಲಿ ಮಂಡ್ಯ ಜಿಲ್ಲಾ ಬಾಲಕಾರ್ಮಿಕ ಯೋಜನಾ ಸೊಸೈಟಿಯಲ್ಲಿ ಖಾಲಿ ಇರುವ ಹುದ್ದೆಗಳಿಗೆ ಅರ್ಹ ಅಭ್ಯರ್ಥಿಗಳಿಂದ ಅರ್ಜಿ ಆಹ್ವಾನಿಸಲಾಗಿದೆ. ಅರ್ಜಿ ಸಲ್ಲಿಸಲು ನವೆಂಬರ್ 20 ಕೊನೆಯ ದಿನವಾಗಿದೆ. ಅಭ್ಯರ್ಥಿಗಳು 40 ವರ್ಷ ವಯೋಮಿತಿ ಮೀರಿರಬಾರದು. ಬಿ.ಕಾಂ ಪದವಿ ಹೊಂದಿರಬೇಕು, ಕಂಪ್ಯೂಟರ್ ಜ್ಞಾನ ಹೊಂದಿರಬೇಕು. ಹೆಚ್ಚಿನ ಮಾಹಿತಿಗಾಗಿ ಜಿಲ್ಲಾ ಬಾಲಕಾರ್ಮಿಕ ಯೋಜನಾ ಸೊಸೈಟಿ ಕಚೇರಿಯನ್ನು ಸಂಪರ್ಕಿಸಬಹುದು. ಅಭ್ಯರ್ಥಿಗಳು ತಮ್ಮ ವಿದ್ಯಾರ್ಹತೆ ದಾಖಲೆಗಳೊಂದಿಗೆ ನಿಗದಿತ ದಿನಾಂಕದೊಳಗೆ ಅರ್ಜಿ ಸಲ್ಲಿಸಬೇಕು ಎಂದು ಜಿಲ್ಲಾ ಯೋಜನಾ ನಿರ್ದೇಶಕರು ತಿಳಿಸಿದ್ದಾರೆ. ಅರ್ಜಿಯೊಂದಿಗೆ ಆಧಾರ್ ಕಾರ್ಡ್, ಭಾವಚಿತ್ರ ಹಾಗೂ ಅನುಭವ ಪ್ರಮಾಣ ಪತ್ರ ಲಗತ್ತಿಸಬೇಕು. ಅಪೂರ್ಣ ಅರ್ಜಿಗಳನ್ನು ತಿರಸ್ಕರಿಸಲಾಗುವುದು. ಆಯ್ಕೆ ಪ್ರಕ್ರಿಯೆ ಸಂದರ್ಶನದ ಮೂಲಕ ನಡೆಯಲಿದೆ ಎಂದು ಪ್ರಕಟಣೆ ತಿಳಿಸಿದೆ. [6, 617, 194, 750]
article-body: ಕನ್ನಡ ಮತ್ತು ಸಂಸ್ಕೃತಿ ಇಲಾಖೆಯಿಂದ ವೀರವನಿತೆ "ಒನಕೆ ಓಬವ್ವ ಜಯಂತಿ" ನವೆಂಬರ್ 11 ರಂದು ಬೆಳಿಗ್ಗೆ 11.30 ಗಂಟೆಗೆ ಬೆಂಗಳೂರಿನ ಜೆ.ಸಿ. ರಸ್ತೆಯಲ್ಲಿರುವ ರವೀಂದ್ರ ಕಲಾಕ್ಷೇತ್ರದಲ್ಲಿ ನಡೆಯಲಿದೆ. ಕಾರ್ಯಕ್ರಮವನ್ನು ಮುಖ್ಯಮಂತ್ರಿ ಸಿದ್ದರಾಮಯ್ಯ ಅವರು ಉದ್ಘಾಟಿಸಲಿದ್ದು, ಕನ್ನಡ ಮತ್ತು ಸಂಸ್ಕೃತಿ ಸಚಿವರು ಅಧ್ಯಕ್ಷತೆ ವಹಿಸಲಿದ್ದಾರೆ. ಕಾರ್ಯಕ್ರಮದಲ್ಲಿ ಕೇಂದ್ರ ಸಚಿವರು, ವಿಧಾನಸಭಾಧ್ಯಕ್ಷರು, ಸಂಸದರು, ಶಾಸಕರು ಭಾಗವಹಿಸಲಿದ್ದಾರೆ. ಚಿತ್ರದುರ್ಗದ ಡಾ. ಬಿ. ರಾಜಶೇಖರಪ್ಪ ಅವರು ವಿಶೇಷ ಉಪನ್ಯಾಸ ನೀಡಲಿದ್ದಾರೆ ಎಂದು ಪ್ರಕಟಣೆ ತಿಳಿಸಿದೆ. ಕಾರ್ಯಕ್ರಮದ ಅಂಗವಾಗಿ ಸಾಂಸ್ಕೃತಿಕ ಕಾರ್ಯಕ್ರಮಗಳು ಹಾಗೂ ಜಾನಪದ ಕಲಾತಂಡಗಳ ಪ್ರದರ್ಶನ ನಡೆಯಲಿದೆ. [6, 362, 194, 461]
lead-body-right: ವೈಮಾನಿಕಶಾಸ್ತ್ರ, ಮತ್ತು ಸಾಂಸ್ಥಿಕವಿಜ್ಞಾನಗಳು, ಜೈವಿಕ ತಂತ್ರಜ್ಞಾನ, ಆಹಾರ ವಿಜ್ಞಾನ, ನ್ಯಾನೋ ತಂತ್ರಜ್ಞಾನ, ಕೃತಕ ಬುದ್ಧಿಮತ್ತೆ, ಜೈವಿಕ ತಂತ್ರಜ್ಞಾನ, ಆಯುರ್ವೇದ ತಂತ್ರಜ್ಞಾನ ವಿಷಯಗಳಲ್ಲಿ ಪ್ರಬಂಧ ಮಂಡನೆಗೆ ಅವಕಾಶವಿದೆ. ವಿಜ್ಞಾನಿಗಳು, ಶಿಕ್ಷಕರು, ಅಧ್ಯಾಪಕರು, ಸಂಶೋಧಕರು, ಪದವಿ, ಸ್ನಾತಕೋತ್ತರ ವಿದ್ಯಾರ್ಥಿಗಳು, ರೈತರು ಹಾಗೂ ಆಸಕ್ತರು ಸಮ್ಮೇಳನದಲ್ಲಿ ಭಾಗವಹಿಸಬಹುದು. ಪ್ರಬಂಧ ಮಂಡನೆಯ ಸಾರಾಂಶವನ್ನು ಡಿಸೆಂಬರ್ 5ರೊಳಗೆ ಕಳುಹಿಸಬೇಕು. ಆಯ್ಕೆಯಾದ ಪ್ರಬಂಧಗಳನ್ನು ಸಮ್ಮೇಳನದಲ್ಲಿ ಮಂಡಿಸಲು ಅವಕಾಶ ನೀಡಲಾಗುವುದು. ಸಮ್ಮೇಳನದಲ್ಲಿ ಉತ್ತಮ ಪ್ರಬಂಧಗಳಿಗೆ ಪ್ರಶಸ್ತಿ ನೀಡಲಾಗುವುದು. ಸಮ್ಮೇಳನದಲ್ಲಿ ಭಾಗವಹಿಸುವ 135 ಜನ ಪ್ರತಿನಿಧಿಗಳಿಗೆ ಊಟ ಮತ್ತು ವಸತಿ ವ್ಯವಸ್ಥೆ ಕಲ್ಪಿಸಲಾಗುವುದು. ಸಮ್ಮೇಳನದ ಅಧ್ಯಕ್ಷತೆಯನ್ನು ಖ್ಯಾತ ವಿಜ್ಞಾನಿಗಳು ವಹಿಸಲಿದ್ದು, ಉದ್ಘಾಟನೆಯನ್ನು ಮುಖ್ಯಮಂತ್ರಿಗಳು ನೆರವೇರಿಸಲಿದ್ದಾರೆ. ಕರ್ನಾಟಕ ರಾಜ್ಯ ಮುಕ್ತ ವಿಶ್ವವಿದ್ಯಾನಿಲಯದ ಕುಲಪತಿ ಪ್ರೊ. ಶರಣಪ್ಪ ವಿ. ಹಲಸೆ, ಸ್ವದೇಶಿ ವಿಜ್ಞಾನ ಆಂದೋಲನದ ಪದಾಧಿಕಾರಿಗಳಾದ ಡಾ. ಎ.ಎಸ್. ನಾಗರಾಜ್, ನಿರ್ಮಲ ಗುರು ಎಸ್. ಹಾಗೂ ಇತರರು ಸುದ್ದಿಗೋಷ್ಠಿಯಲ್ಲಿ ಉಪಸ್ಥಿತರಿದ್ದರು ಎಂದು ಪ್ರಕಟಣೆ ತಿಳಿಸಿದೆ. ಸಮ್ಮೇಳನದ ವಿಜ್ಞಾನ ವಸ್ತು ಪ್ರದರ್ಶನದಲ್ಲಿ ಜಿಲ್ಲೆಯ ಶಾಲಾ ಕಾಲೇಜುಗಳ ವಿದ್ಯಾರ್ಥಿಗಳು ಭಾಗವಹಿಸಬಹುದು. [760, 138, 943, 327]
paper-logo: ಸಂಜೆ🌴ಮುಗಿಲು [55, 6, 142, 25]
